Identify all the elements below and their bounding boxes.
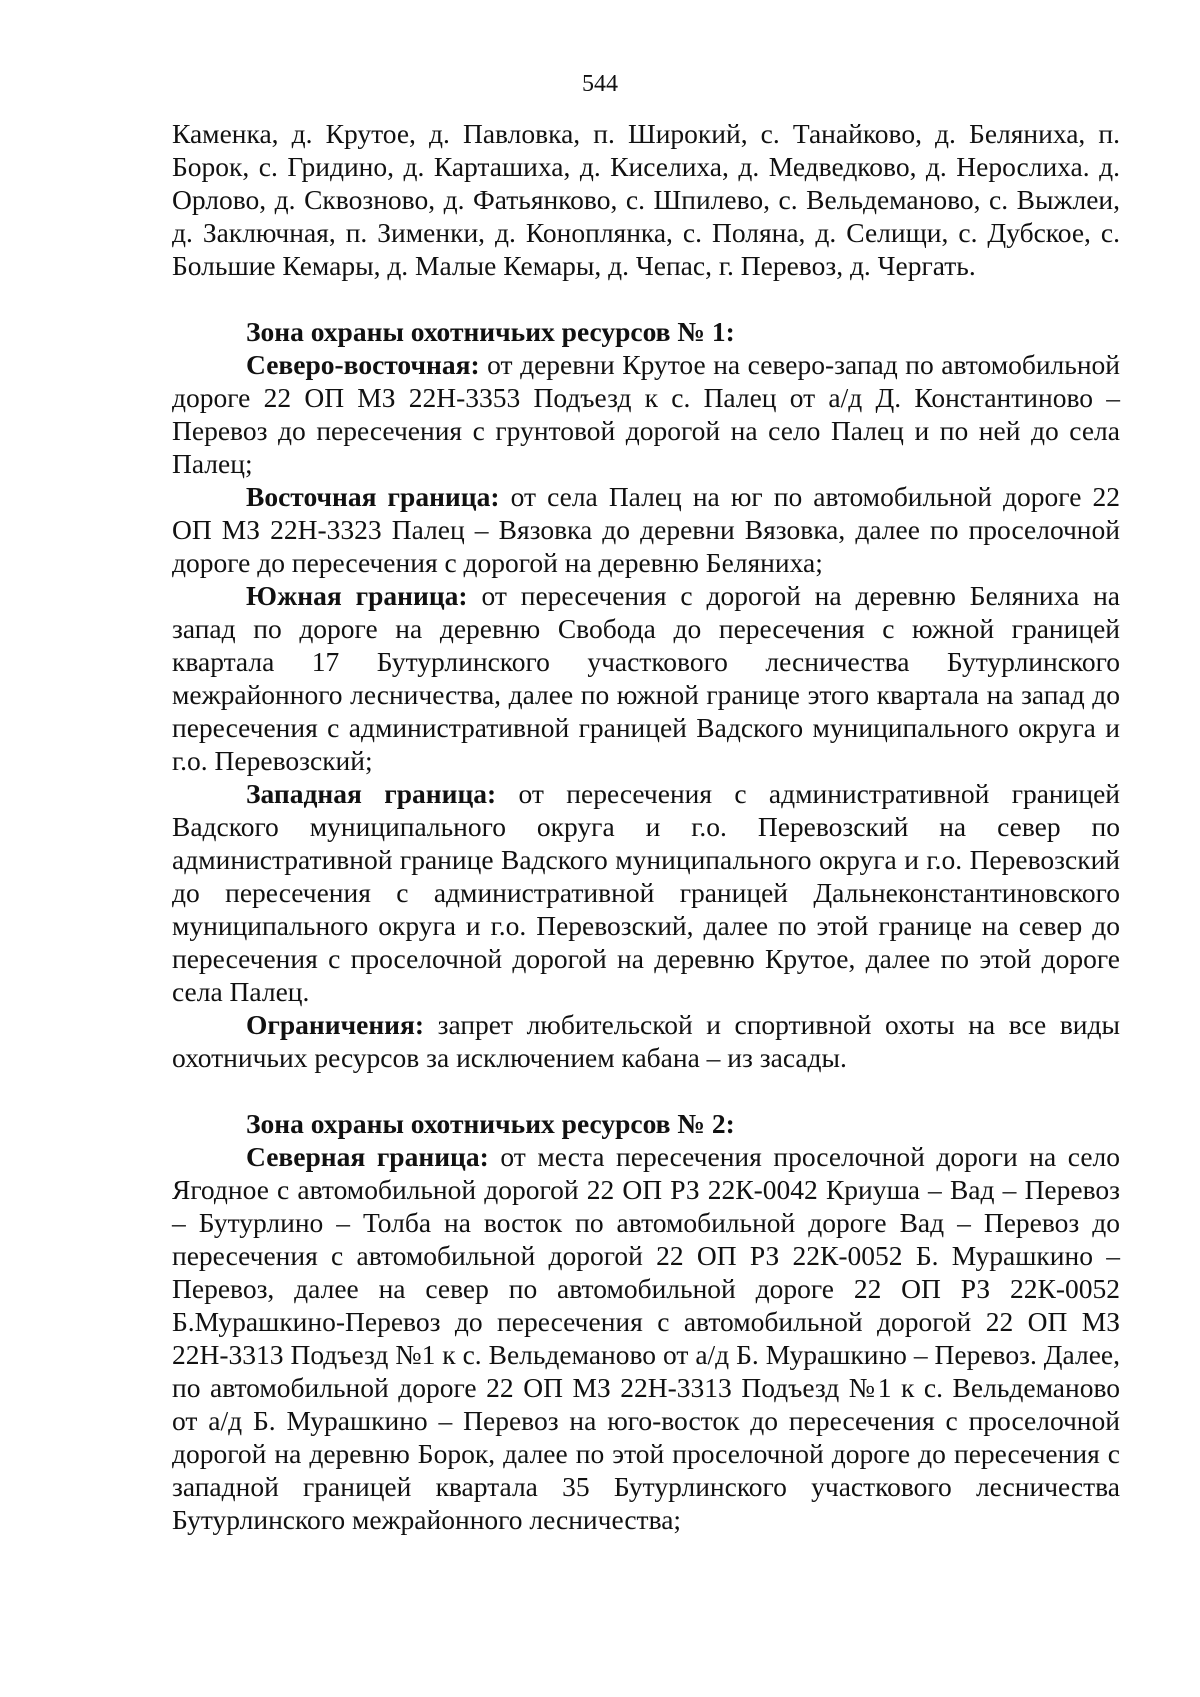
zone2-north-label: Северная граница: — [246, 1141, 489, 1172]
zone1-south-text: от пересечения с дорогой на деревню Беляниха на запад по дороге на деревню Свобода до пересечения с южной границей квартала 17 Бутурлинского участкового лесничества Бутурлинского межрайонного лесничества, далее по южной границе этого квартала на запад до пересечения с административной границей Вадского муниципального округа и г.о. Перевозский; — [172, 580, 1120, 776]
zone1-south-label: Южная граница: — [246, 580, 468, 611]
zone1-northeast-paragraph — [172, 348, 1120, 480]
zone1-east-text: от села Палец на юг по автомобильной дороге 22 ОП МЗ 22Н-3323 Палец – Вязовка до деревни Вязовка, далее по проселочной дороге до пересечения с дорогой на деревню Беляниха; — [172, 481, 1120, 578]
paragraph-gap — [172, 282, 1120, 315]
zone1-west-paragraph — [172, 777, 1120, 1008]
intro-paragraph: Каменка, д. Крутое, д. Павловка, п. Широкий, с. Танайково, д. Беляниха, п. Борок, с. Гридино, д. Карташиха, д. Киселиха, д. Медведково, д. Нерослиха. д. Орлово, д. Сквозново, д. Фатьянково, с. Шпилево, с. Вельдеманово, с. Выжлеи, д. Заключная, п. Зименки, д. Коноплянка, с. Поляна, д. Селищи, с. Дубское, с. Большие Кемары, д. Малые Кемары, д. Чепас, г. Перевоз, д. Чергать. — [172, 118, 1120, 281]
zone1-south-paragraph — [172, 579, 1120, 777]
zone1-east-label: Восточная граница: — [246, 481, 500, 512]
document-body — [172, 117, 1120, 1536]
zone1-restrictions-label: Ограничения: — [246, 1009, 425, 1040]
zone1-west-text: от пересечения с административной границей Вадского муниципального округа и г.о. Перевозский на север по административной границе Вадского муниципального округа и г.о. Перевозский до пересечения с административной границей Дальнеконстантиновского муниципального округа и г.о. Перевозский, далее по этой границе на север до пересечения с проселочной дорогой на деревню Крутое, далее по этой дороге села Палец. — [172, 778, 1121, 1007]
zone2-north-paragraph — [172, 1140, 1120, 1536]
zone1-restrictions-text: запрет любительской и спортивной охоты на все виды охотничьих ресурсов за исключением кабана – из засады. — [172, 1009, 1120, 1073]
zone1-title: Зона охраны охотничьих ресурсов № 1: — [246, 316, 735, 347]
zone2-north-text: от места пересечения проселочной дороги на село Ягодное с автомобильной дорогой 22 ОП РЗ 22К-0042 Криуша – Вад – Перевоз – Бутурлино – Толба на восток по автомобильной дороге Вад – Перевоз до пересечения с автомобильной дорогой 22 ОП РЗ 22К-0052 Б. Мурашкино – Перевоз, далее на север по автомобильной дороге 22 ОП РЗ 22К-0052 Б.Мурашкино-Перевоз до пересечения с автомобильной дорогой 22 ОП МЗ 22Н-3313 Подъезд №1 к с. Вельдеманово от а/д Б. Мурашкино – Перевоз. Далее, по автомобильной дороге 22 ОП МЗ 22Н-3313 Подъезд №1 к с. Вельдеманово от а/д Б. Мурашкино – Перевоз на юго-восток до пересечения с проселочной дорогой на деревню Борок, далее по этой проселочной дороге до пересечения с западной границей квартала 35 Бутурлинского участкового лесничества Бутурлинского межрайонного лесничества; — [172, 1141, 1120, 1535]
zone1-northeast-text: от деревни Крутое на северо-запад по автомобильной дороге 22 ОП МЗ 22Н-3353 Подъезд к с. Палец от а/д Д. Константиново – Перевоз до пересечения с грунтовой дорогой на село Палец и по ней до села Палец; — [172, 349, 1120, 479]
zone1-restrictions-paragraph — [172, 1008, 1120, 1074]
paragraph-gap — [172, 1074, 1120, 1107]
page-number: 544 — [582, 71, 618, 97]
zone1-west-label: Западная граница: — [246, 778, 497, 809]
zone1-northeast-label: Северо-восточная: — [246, 349, 480, 380]
zone2-title: Зона охраны охотничьих ресурсов № 2: — [246, 1108, 735, 1139]
zone1-east-paragraph — [172, 480, 1120, 579]
